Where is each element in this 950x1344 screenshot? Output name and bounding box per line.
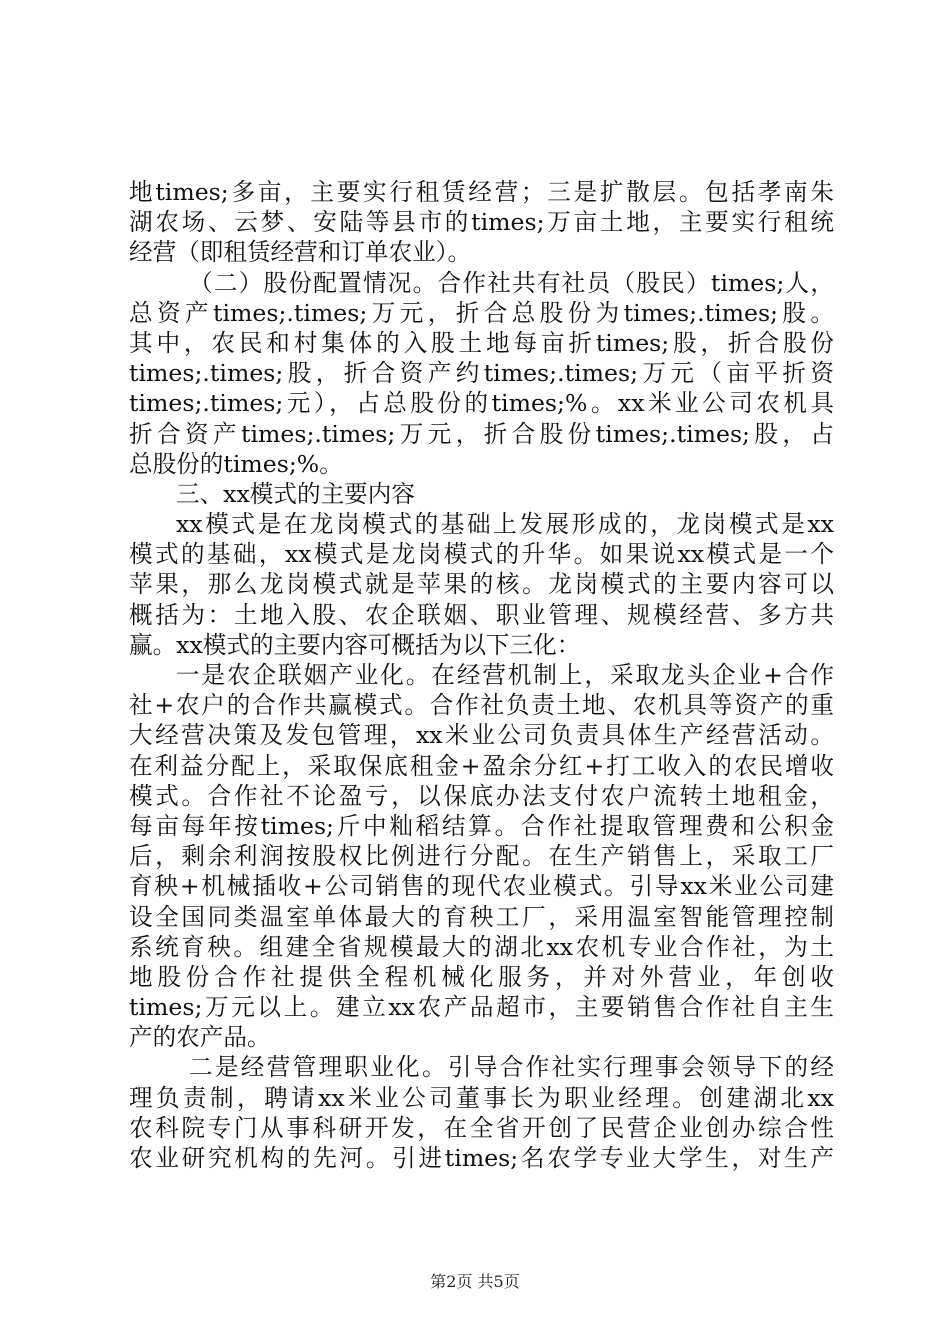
text-line: times;.times;元），占总股份的times;%。xx米业公司农机具 (129, 389, 834, 418)
text-line: 在利益分配上，采取保底租金+盈余分红+打工收入的农民增收 (129, 751, 834, 780)
text-line: 农科院专门从事科研开发，在全省开创了民营企业创办综合性 (129, 1113, 834, 1142)
text-line: 农业研究机构的先河。引进times;名农学专业大学生，对生产 (129, 1144, 834, 1172)
text-line: 每亩每年按times;斤中籼稻结算。合作社提取管理费和公积金 (129, 811, 834, 840)
text-line: 后，剩余利润按股权比例进行分配。在生产销售上，采取工厂 (129, 842, 834, 871)
text-line: 赢。xx模式的主要内容可概括为以下三化： (129, 630, 581, 659)
text-line: 产的农产品。 (129, 1023, 271, 1052)
text-line: times;万元以上。建立xx农产品超市，主要销售合作社自主生 (129, 993, 834, 1022)
text-line: 折合资产times;.times;万元，折合股份times;.times;股，占 (129, 419, 834, 448)
text-line: 育秧+机械插收+公司销售的现代农业模式。引导xx米业公司建 (129, 872, 834, 901)
text-line: xx模式是在龙岗模式的基础上发展形成的，龙岗模式是xx (176, 510, 834, 539)
text-line: （二）股份配置情况。合作社共有社员（股民）times;人， (189, 268, 834, 297)
text-line: times;.times;股，折合资产约times;.times;万元（亩平折资 (129, 359, 834, 388)
text-line: 概括为：土地入股、农企联姻、职业管理、规模经营、多方共 (129, 600, 834, 629)
text-line: 其中，农民和村集体的入股土地每亩折times;股，折合股份 (129, 328, 834, 357)
text-line: 经营（即租赁经营和订单农业）。 (129, 238, 472, 267)
text-line: 湖农场、云梦、安陆等县市的times;万亩土地，主要实行租统 (129, 208, 834, 237)
text-line: 总资产times;.times;万元，折合总股份为times;.times;股。 (129, 298, 834, 327)
document-body (129, 177, 834, 1173)
text-line: 三、xx模式的主要内容 (176, 479, 415, 508)
text-line: 地times;多亩，主要实行租赁经营；三是扩散层。包括孝南朱 (129, 178, 834, 206)
text-line: 社+农户的合作共赢模式。合作社负责土地、农机具等资产的重 (129, 691, 834, 720)
text-line: 苹果，那么龙岗模式就是苹果的核。龙岗模式的主要内容可以 (129, 570, 834, 599)
text-line: 一是农企联姻产业化。在经营机制上，采取龙头企业+合作 (176, 661, 834, 689)
text-line: 大经营决策及发包管理，xx米业公司负责具体生产经营活动。 (129, 721, 834, 750)
text-line: 模式。合作社不论盈亏，以保底办法支付农户流转土地租金， (129, 781, 834, 810)
text-line: 总股份的times;%。 (129, 449, 343, 478)
text-line: 二是经营管理职业化。引导合作社实行理事会领导下的经 (189, 1053, 834, 1082)
page-footer: 第2页 共5页 (430, 1272, 520, 1291)
text-line: 地股份合作社提供全程机械化服务，并对外营业，年创收 (129, 962, 834, 991)
text-line: 模式的基础，xx模式是龙岗模式的升华。如果说xx模式是一个 (129, 540, 834, 569)
text-line: 系统育秧。组建全省规模最大的湖北xx农机专业合作社，为土 (129, 932, 834, 961)
text-line: 理负责制，聘请xx米业公司董事长为职业经理。创建湖北xx (129, 1083, 834, 1112)
text-line: 设全国同类温室单体最大的育秧工厂，采用温室智能管理控制 (129, 902, 834, 931)
